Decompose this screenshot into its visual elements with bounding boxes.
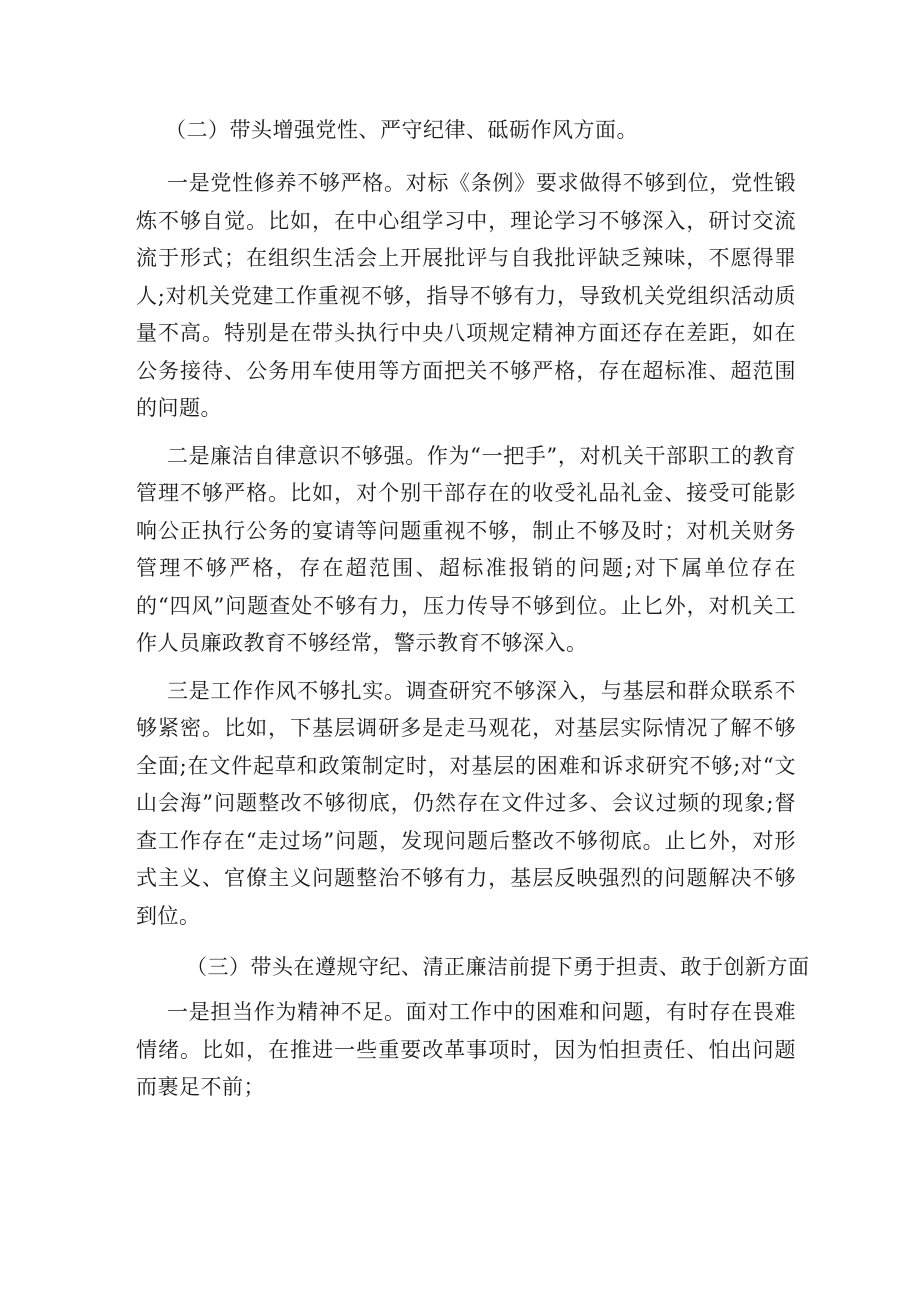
paragraph-party-spirit: 一是党性修养不够严格。对标《条例》要求做得不够到位，党性锻炼不够自觉。比如，在中心组学习中，理论学习不够深入，研讨交流流于形式；在组织生活会上开展批评与自我批评缺乏辣味，不愿得罪人;对机关党建工作重视不够，指导不够有力，导致机关党组织活动质量不高。特别是在带头执行中央八项规定精神方面还存在差距，如在公务接待、公务用车使用等方面把关不够严格，存在超标准、超范围的问题。 — [136, 171, 796, 420]
section-heading-2: （二）带头增强党性、严守纪律、砥砺作风方面。 — [165, 118, 638, 142]
paragraph-responsibility: 一是担当作为精神不足。面对工作中的困难和问题，有时存在畏难情绪。比如，在推进一些重要改革事项时，因为怕担责任、怕出问题而裹足不前； — [136, 1000, 796, 1099]
document-body — [136, 108, 810, 1117]
paragraph-integrity: 二是廉洁自律意识不够强。作为“一把手”，对机关干部职工的教育管理不够严格。比如，对个别干部存在的收受礼品礼金、接受可能影响公正执行公务的宴请等问题重视不够，制止不够及时；对机关财务管理不够严格，存在超范围、超标准报销的问题;对下属单位存在的“四风”问题查处不够有力，压力传导不够到位。止匕外，对机关工作人员廉政教育不够经常，警示教育不够深入。 — [136, 443, 796, 655]
paragraph-work-style: 三是工作作风不够扎实。调查研究不够深入，与基层和群众联系不够紧密。比如，下基层调研多是走马观花，对基层实际情况了解不够全面;在文件起草和政策制定时，对基层的困难和诉求研究不够;对“文山会海”问题整改不够彻底，仍然存在文件过多、会议过频的现象;督查工作存在“走过场”问题，发现问题后整改不够彻底。止匕外，对形式主义、官僚主义问题整治不够有力，基层反映强烈的问题解决不够到位。 — [136, 678, 796, 928]
section-heading-3: （三）带头在遵规守纪、清正廉洁前提下勇于担责、敢于创新方面 — [186, 955, 810, 979]
